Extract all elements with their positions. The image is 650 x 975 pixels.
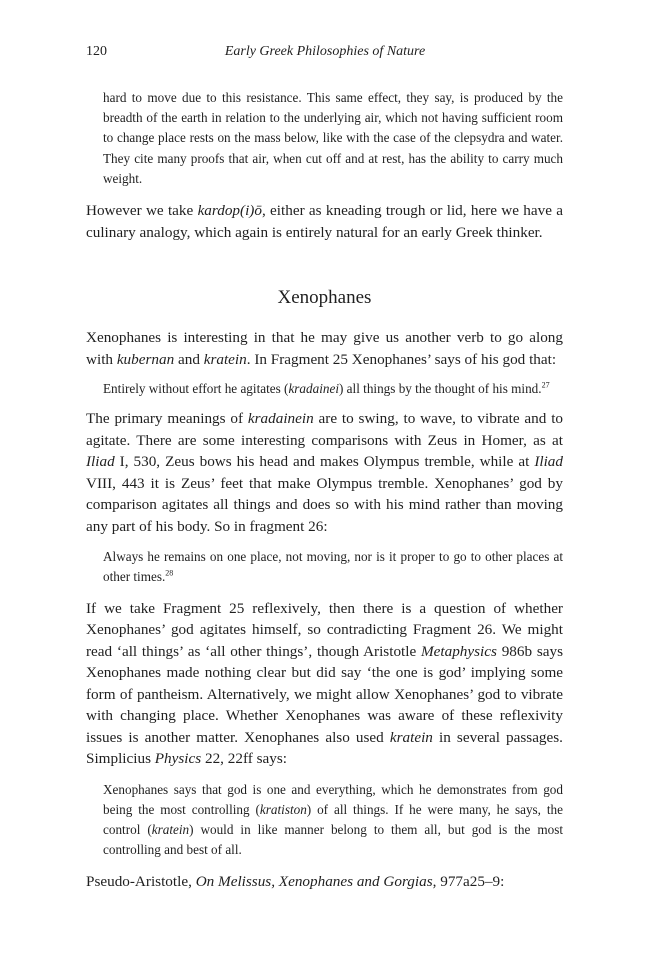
work-title: On Melissus, Xenophanes and Gorgias [195,873,433,891]
greek-term: kratein [389,728,433,746]
running-title: Early Greek Philosophies of Nature [224,44,426,59]
work-title: Iliad [534,453,563,471]
greek-term: kradainein [247,410,314,428]
footnote-marker[interactable]: 28 [165,569,174,579]
paragraph: However we take kardop(i)ō, either as kneading trough or lid, here we have a culinary analogy, which again is entirely natural for an early Greek thinker. [86,202,564,241]
paragraph: Pseudo-Aristotle, On Melissus, Xenophanes and Gorgias, 977a25–9: [86,873,505,891]
paragraph: If we take Fragment 25 reflexively, then there is a question of whether Xenophanes’ god agitates himself, so contradicting Fragment 26. We might read ‘all things’ as ‘all other things’, though Aristotle Metaphysics 986b says Xenophanes made nothing clear but did say ‘the one is god’ implying some form of pantheism. Alternatively, we might allow Xenophanes’ god to vibrate with changing place. Whether Xenophanes was aware of these reflexivity issues is another matter. Xenophanes also used kratein in several passages. Simplicius Physics 22, 22ff says: [86,599,564,768]
section-heading: Xenophanes [277,287,372,309]
greek-term: kratein [151,822,190,838]
work-title: Metaphysics [421,642,497,660]
block-quote: hard to move due to this resistance. This same effect, they say, is produced by the breadth of the earth in relation to the underlying air, which not having sufficient room to change place rests on the mass below, like with the case of the clepsydra and water. They cite many proofs that air, when cut off and at rest, has the ability to carry much weight. [103,90,563,186]
greek-term: kardop(i)ō [197,202,262,220]
footnote-marker[interactable]: 27 [541,380,550,390]
greek-term: kratein [203,350,247,368]
page-body [86,88,563,893]
block-quote: Entirely without effort he agitates (kradainei) all things by the thought of his mind.$^{27}$ [103,380,550,397]
paragraph: Xenophanes is interesting in that he may give us another verb to go along with kubernan and kratein. In Fragment 25 Xenophanes’ says of his god that: [86,329,563,368]
page-header [86,44,564,66]
block-quote: Always he remains on one place, not moving, nor is it proper to go to other places at other times.$^{28}$ [103,549,563,585]
work-title: Iliad [86,453,115,471]
work-title: Physics [154,750,202,768]
greek-term: kubernan [116,350,175,368]
greek-term: kradainei [288,381,339,397]
paragraph: The primary meanings of kradainein are to swing, to wave, to vibrate and to agitate. There are some interesting comparisons with Zeus in Homer, as at Iliad I, 530, Zeus bows his head and makes Olympus tremble, while at Iliad VIII, 443 it is Zeus’ feet that make Olympus tremble. Xenophanes’ god by comparison agitates all things and does so with his mind rather than moving any part of his body. So in fragment 26: [86,410,564,535]
block-quote: Xenophanes says that god is one and everything, which he demonstrates from god being the most controlling (kratiston) of all things. If he were many, he says, the control (kratein) would in like manner belong to them all, but god is the most controlling and best of all. [103,781,563,858]
page-number: 120 [86,44,107,59]
greek-term: kratiston [259,801,307,817]
